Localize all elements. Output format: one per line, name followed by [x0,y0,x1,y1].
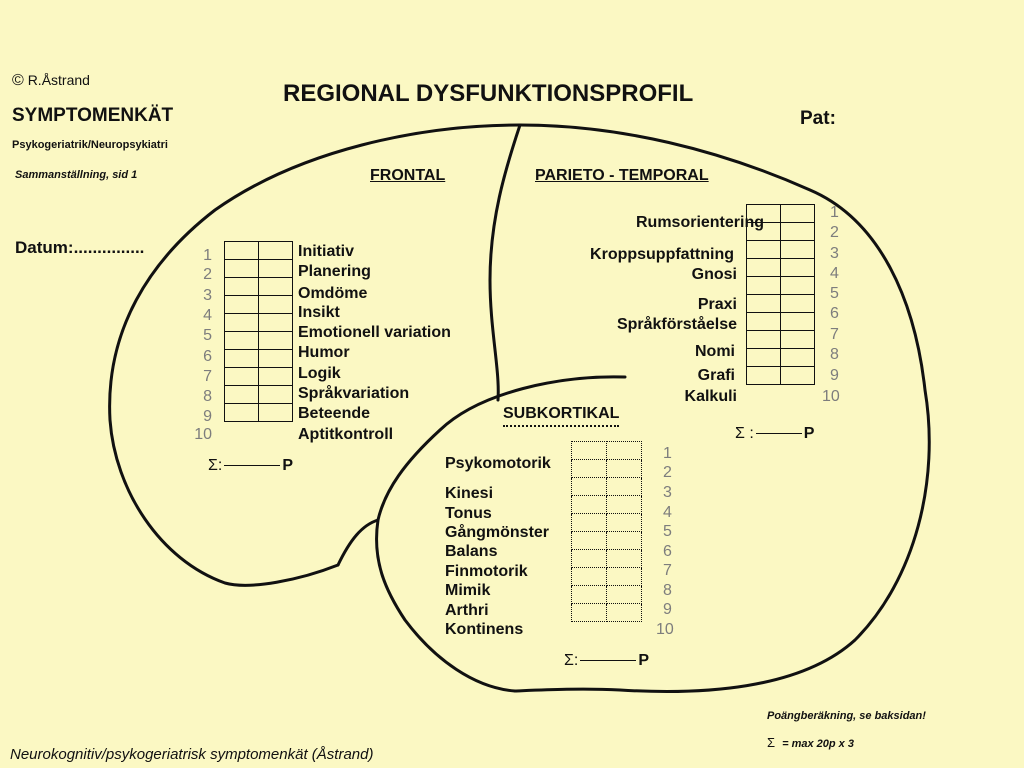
frontal-item: Emotionell variation [298,324,451,341]
score-cell[interactable] [781,205,815,223]
score-cell[interactable] [259,404,293,422]
subkortikal-number: 3 [663,484,672,501]
parieto-number: 1 [830,204,839,221]
parieto-item: Kroppsuppfattning [590,246,734,263]
patient-label[interactable]: Pat: [800,108,836,129]
parieto-item: Språkförståelse [616,316,737,333]
score-row [225,314,293,332]
max-text: = max 20p x 3 [782,738,854,750]
frontal-number: 7 [203,368,212,385]
score-cell[interactable] [607,460,642,478]
score-cell[interactable] [781,367,815,385]
subkortikal-item: Finmotorik [445,563,528,580]
slide-caption: Neurokognitiv/psykogeriatrisk symptomenkät (Åstrand) [10,746,374,763]
frontal-number: 4 [203,307,212,324]
frontal-sum [208,457,293,475]
sum-symbol: Σ : [735,425,754,442]
score-cell[interactable] [572,442,607,460]
score-cell[interactable] [225,242,259,260]
score-cell[interactable] [225,332,259,350]
subkortikal-number: 9 [663,601,672,618]
score-cell[interactable] [572,514,607,532]
frontal-number: 3 [203,287,212,304]
score-cell[interactable] [225,260,259,278]
parieto-item: Rumsorientering [635,214,764,231]
score-cell[interactable] [259,332,293,350]
score-row [225,296,293,314]
frontal-item: Logik [298,365,341,382]
score-row [225,350,293,368]
frontal-item: Aptitkontroll [298,426,394,443]
score-cell[interactable] [781,295,815,313]
score-cell[interactable] [259,386,293,404]
parieto-item: Kalkuli [684,388,737,405]
score-cell[interactable] [747,295,781,313]
score-cell[interactable] [607,496,642,514]
sum-unit: P [638,652,650,669]
subkortikal-number: 4 [663,504,672,521]
parieto-number: 10 [822,388,840,405]
parieto-number: 8 [830,346,839,363]
sum-line [224,465,280,466]
score-cell[interactable] [747,259,781,277]
points-note: Poängberäkning, se baksidan! [767,710,926,722]
central-sulcus [490,125,520,400]
parieto-number: 3 [830,245,839,262]
score-row [225,332,293,350]
score-cell[interactable] [259,296,293,314]
subkortikal-number: 1 [663,445,672,462]
parieto-item: Grafi [697,367,735,384]
score-row [572,514,642,532]
score-cell[interactable] [572,532,607,550]
parieto-item: Gnosi [691,266,737,283]
sum-unit: P [803,425,815,442]
frontal-number: 5 [203,327,212,344]
subkortikal-number: 6 [663,543,672,560]
score-cell[interactable] [225,404,259,422]
score-cell[interactable] [572,460,607,478]
score-cell[interactable] [781,259,815,277]
score-cell[interactable] [781,331,815,349]
score-row [572,568,642,586]
score-cell[interactable] [572,478,607,496]
subkortikal-item: Psykomotorik [445,455,551,472]
subkortikal-item: Kontinens [445,621,524,638]
subkortikal-item: Tonus [445,505,492,522]
score-cell[interactable] [607,550,642,568]
score-cell[interactable] [225,314,259,332]
score-row [572,586,642,604]
parieto-sum [735,425,814,443]
score-row [747,367,815,385]
score-cell[interactable] [259,242,293,260]
score-row [225,386,293,404]
subkortikal-item: Balans [445,543,498,560]
score-row [572,604,642,622]
score-cell[interactable] [259,314,293,332]
sum-symbol: Σ: [564,652,579,669]
frontal-item: Språkvariation [298,385,410,402]
form-title: SYMPTOMENKÄT [12,105,174,126]
compilation-note: Sammanställning, sid 1 [15,169,138,181]
score-cell[interactable] [572,568,607,586]
parieto-number: 7 [830,326,839,343]
score-cell[interactable] [747,277,781,295]
score-row [747,349,815,367]
main-title: REGIONAL DYSFUNKTIONSPROFIL [283,80,694,107]
frontal-item: Insikt [298,304,340,321]
parieto-number: 9 [830,367,839,384]
copyright-mark: © [12,72,24,89]
frontal-title: FRONTAL [370,167,446,184]
subkortikal-number: 8 [663,582,672,599]
score-cell[interactable] [607,442,642,460]
subkortikal-number: 10 [656,621,674,638]
score-cell[interactable] [607,514,642,532]
score-cell[interactable] [225,368,259,386]
sum-line [580,660,636,661]
parieto-item: Nomi [695,343,735,360]
score-cell[interactable] [225,386,259,404]
author-name: R.Åstrand [27,72,90,88]
frontal-item: Beteende [298,405,371,422]
frontal-number: 6 [203,348,212,365]
score-cell[interactable] [781,313,815,331]
score-cell[interactable] [607,586,642,604]
frontal-score-grid [224,241,293,422]
frontal-item: Humor [298,344,350,361]
frontal-item: Planering [298,263,371,280]
max-sigma: Σ [767,735,776,750]
score-row [572,442,642,460]
score-cell[interactable] [225,278,259,296]
score-row [572,532,642,550]
frontal-number: 8 [203,388,212,405]
score-cell[interactable] [747,367,781,385]
score-cell[interactable] [572,550,607,568]
sum-symbol: Σ: [208,457,223,474]
lateral-boundary [338,520,378,565]
sum-unit: P [282,457,294,474]
max-score-note [767,735,854,750]
score-cell[interactable] [259,260,293,278]
date-value: ............... [73,238,145,257]
subkortikal-sum [564,652,649,670]
score-cell[interactable] [781,349,815,367]
score-cell[interactable] [607,478,642,496]
subkortikal-score-grid [571,441,642,622]
score-row [747,313,815,331]
score-cell[interactable] [747,349,781,367]
date-field[interactable] [15,238,144,258]
subkortikal-item: Kinesi [445,485,494,502]
frontal-item: Omdöme [298,285,368,302]
score-row [225,242,293,260]
frontal-number: 2 [203,266,212,283]
parieto-number: 6 [830,305,839,322]
score-cell[interactable] [781,223,815,241]
score-cell[interactable] [225,350,259,368]
score-cell[interactable] [781,241,815,259]
frontal-item: Initiativ [298,243,355,260]
subkortikal-number: 5 [663,523,672,540]
parieto-number: 5 [830,285,839,302]
score-cell[interactable] [747,331,781,349]
score-row [747,241,815,259]
parieto-title: PARIETO - TEMPORAL [535,167,709,184]
parieto-item: Praxi [697,296,737,313]
frontal-number: 1 [203,247,212,264]
subkortikal-item: Arthri [445,602,489,619]
score-row [747,277,815,295]
subkortikal-number: 2 [663,464,672,481]
subkortikal-item: Gångmönster [445,524,550,541]
subkortikal-number: 7 [663,562,672,579]
score-row [747,331,815,349]
score-cell[interactable] [607,568,642,586]
score-row [225,368,293,386]
score-cell[interactable] [572,586,607,604]
score-cell[interactable] [572,604,607,622]
score-row [572,478,642,496]
score-row [572,460,642,478]
score-row [572,496,642,514]
score-row [572,550,642,568]
score-cell[interactable] [747,313,781,331]
score-row [225,278,293,296]
score-cell[interactable] [781,277,815,295]
score-row [225,260,293,278]
score-cell[interactable] [259,368,293,386]
score-row [747,295,815,313]
frontal-number: 10 [194,426,212,443]
parieto-number: 4 [830,265,839,282]
parieto-number: 2 [830,224,839,241]
score-cell[interactable] [225,296,259,314]
subkortikal-item: Mimik [445,582,491,599]
date-label: Datum: [15,238,74,257]
score-cell[interactable] [572,496,607,514]
sum-line [756,433,802,434]
copyright-line [12,72,90,90]
score-cell[interactable] [607,604,642,622]
frontal-number: 9 [203,408,212,425]
score-cell[interactable] [259,350,293,368]
form-subtitle: Psykogeriatrik/Neuropsykiatri [12,139,168,151]
subkortikal-title: SUBKORTIKAL [503,405,619,427]
score-row [747,259,815,277]
score-cell[interactable] [259,278,293,296]
score-cell[interactable] [607,532,642,550]
score-cell[interactable] [747,241,781,259]
score-row [225,404,293,422]
